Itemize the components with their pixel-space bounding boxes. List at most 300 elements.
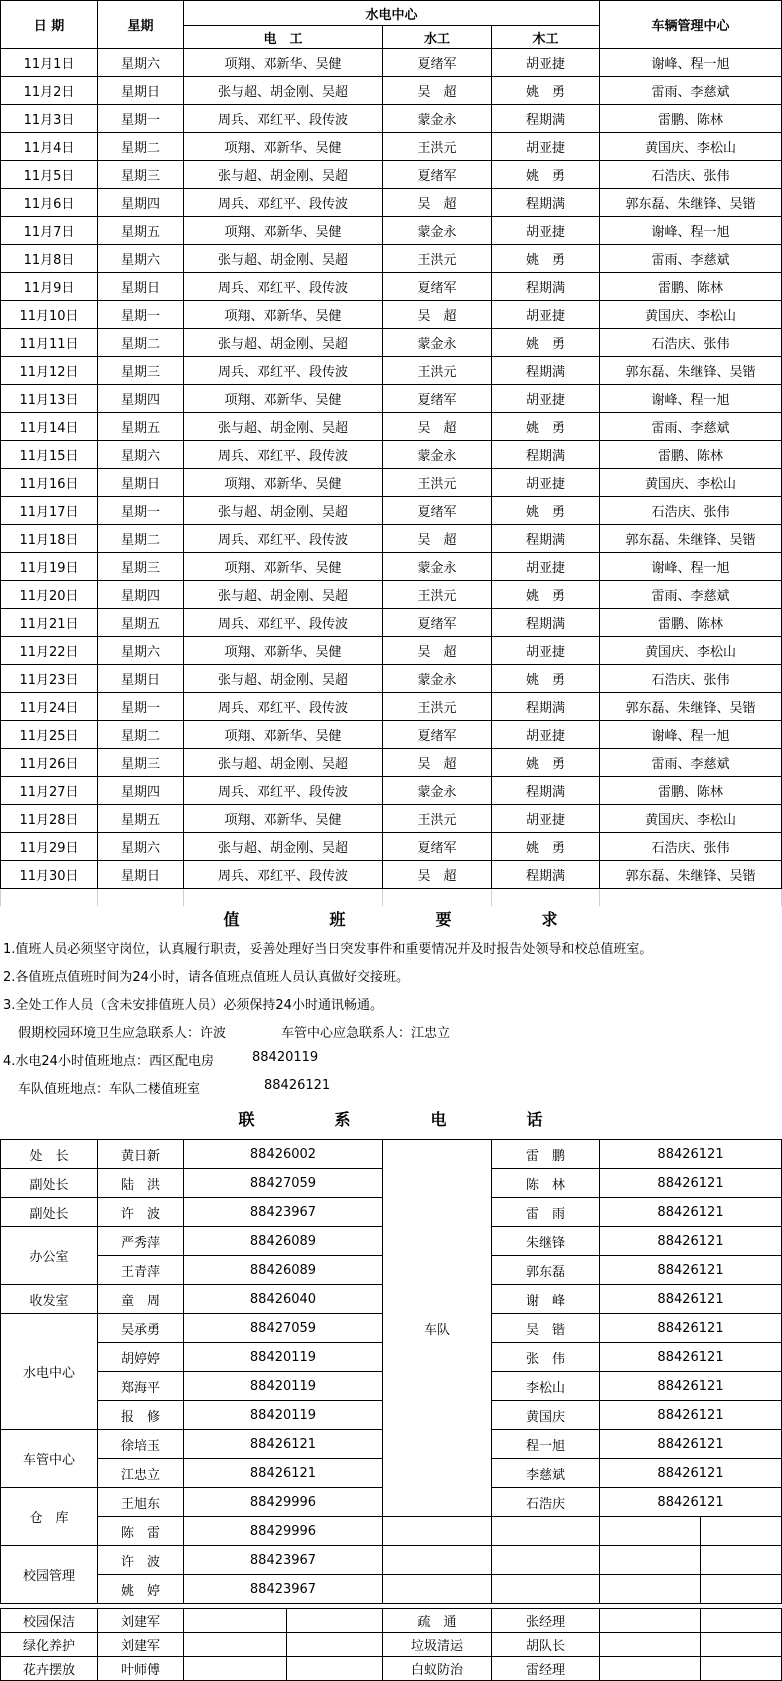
fleet-phone-cell: 88426121	[600, 1401, 782, 1430]
vehicle-staff-cell: 黄国庆、李松山	[600, 469, 782, 497]
vehicle-staff-cell: 雷雨、李慈斌	[600, 749, 782, 777]
empty-cell	[600, 1657, 701, 1681]
fleet-duty-phone: 88426121	[264, 1078, 331, 1093]
weekday-cell: 星期三	[98, 161, 184, 189]
contact-phone-cell: 88420119	[184, 1401, 383, 1430]
electrician-cell: 项翔、邓新华、吴健	[184, 469, 383, 497]
fleet-name-cell: 黄国庆	[492, 1401, 600, 1430]
plumber-cell: 吴 超	[383, 525, 492, 553]
blank-row	[1, 889, 782, 907]
plumber-cell: 夏绪军	[383, 49, 492, 77]
date-header: 日 期	[1, 1, 98, 49]
duty-row	[1, 413, 782, 441]
vehicle-staff-cell: 雷鹏、陈林	[600, 105, 782, 133]
empty-cell	[701, 1657, 782, 1681]
electrician-cell: 周兵、邓红平、段传波	[184, 861, 383, 889]
date-cell: 11月20日	[1, 581, 98, 609]
fleet-phone-cell: 88426121	[600, 1285, 782, 1314]
weekday-cell: 星期四	[98, 385, 184, 413]
weekday-cell: 星期五	[98, 217, 184, 245]
vehicle-staff-cell: 谢峰、程一旭	[600, 721, 782, 749]
electrician-cell: 张与超、胡金刚、吴超	[184, 413, 383, 441]
contact-phone-cell: 88426040	[184, 1285, 383, 1314]
vendor-contact-cell: 刘建军	[98, 1633, 184, 1657]
fleet-name-cell: 雷 鹏	[492, 1140, 600, 1169]
date-cell: 11月8日	[1, 245, 98, 273]
service-contact-cell: 雷经理	[492, 1657, 600, 1681]
date-cell: 11月21日	[1, 609, 98, 637]
contact-name-cell: 报 修	[98, 1401, 184, 1430]
weekday-cell: 星期二	[98, 329, 184, 357]
plumber-cell: 王洪元	[383, 357, 492, 385]
electrician-cell: 周兵、邓红平、段传波	[184, 609, 383, 637]
weekday-cell: 星期四	[98, 777, 184, 805]
vendor-scope-cell: 校园保洁	[1, 1609, 98, 1633]
electrician-cell: 张与超、胡金刚、吴超	[184, 749, 383, 777]
fleet-phone-cell: 88426121	[600, 1430, 782, 1459]
vendor-scope-cell: 花卉摆放	[1, 1657, 98, 1681]
date-cell: 11月16日	[1, 469, 98, 497]
plumber-cell: 王洪元	[383, 245, 492, 273]
contact-row	[1, 1546, 782, 1575]
vehicle-staff-cell: 雷鹏、陈林	[600, 273, 782, 301]
carpenter-cell: 姚 勇	[492, 413, 600, 441]
plumber-cell: 蒙金永	[383, 777, 492, 805]
vendor-rows	[1, 1609, 782, 1681]
electrician-cell: 张与超、胡金刚、吴超	[184, 245, 383, 273]
contact-name-cell: 陈 雷	[98, 1517, 184, 1546]
duty-row	[1, 525, 782, 553]
electrician-cell: 张与超、胡金刚、吴超	[184, 161, 383, 189]
electrician-cell: 张与超、胡金刚、吴超	[184, 833, 383, 861]
duty-row	[1, 497, 782, 525]
weekday-cell: 星期日	[98, 861, 184, 889]
duty-row	[1, 777, 782, 805]
empty-cell	[701, 1633, 782, 1657]
empty-cell	[600, 1633, 701, 1657]
fleet-phone-cell: 88426121	[600, 1459, 782, 1488]
duty-row	[1, 749, 782, 777]
duty-row	[1, 581, 782, 609]
plumber-cell: 夏绪军	[383, 609, 492, 637]
department-cell: 收发室	[1, 1285, 98, 1314]
date-cell: 11月24日	[1, 693, 98, 721]
contact-name-cell: 童 周	[98, 1285, 184, 1314]
empty-cell	[184, 1657, 287, 1681]
contact-row	[1, 1517, 782, 1546]
contact-row	[1, 1140, 782, 1169]
duty-row	[1, 77, 782, 105]
empty-cell	[701, 1546, 782, 1575]
contact-name-cell: 徐培玉	[98, 1430, 184, 1459]
electrician-cell: 周兵、邓红平、段传波	[184, 105, 383, 133]
fleet-name-cell: 张 伟	[492, 1343, 600, 1372]
vehicle-staff-cell: 郭东磊、朱继锋、吴锴	[600, 189, 782, 217]
plumber-cell: 吴 超	[383, 637, 492, 665]
electrician-cell: 项翔、邓新华、吴健	[184, 49, 383, 77]
plumber-cell: 夏绪军	[383, 161, 492, 189]
weekday-cell: 星期六	[98, 49, 184, 77]
department-cell: 水电中心	[1, 1314, 98, 1430]
contact-phone-cell: 88423967	[184, 1575, 383, 1604]
plumber-cell: 蒙金永	[383, 441, 492, 469]
contact-phone-cell: 88426121	[184, 1430, 383, 1459]
carpenter-cell: 程期满	[492, 693, 600, 721]
date-cell: 11月26日	[1, 749, 98, 777]
carpenter-cell: 程期满	[492, 441, 600, 469]
vehicle-staff-cell: 谢峰、程一旭	[600, 49, 782, 77]
plumber-cell: 夏绪军	[383, 833, 492, 861]
department-cell: 车管中心	[1, 1430, 98, 1488]
weekday-cell: 星期一	[98, 693, 184, 721]
utilities-duty-phone: 88420119	[252, 1050, 319, 1065]
date-cell: 11月25日	[1, 721, 98, 749]
duty-row	[1, 49, 782, 77]
empty-cell	[492, 1575, 600, 1604]
carpenter-cell: 姚 勇	[492, 245, 600, 273]
weekday-cell: 星期三	[98, 553, 184, 581]
duty-row	[1, 637, 782, 665]
vehicle-staff-cell: 石浩庆、张伟	[600, 665, 782, 693]
plumber-cell: 吴 超	[383, 77, 492, 105]
weekday-cell: 星期日	[98, 665, 184, 693]
carpenter-cell: 胡亚捷	[492, 805, 600, 833]
empty-cell	[492, 1546, 600, 1575]
plumber-cell: 吴 超	[383, 861, 492, 889]
carpenter-cell: 姚 勇	[492, 749, 600, 777]
fleet-name-cell: 吴 锴	[492, 1314, 600, 1343]
duty-row	[1, 273, 782, 301]
contact-name-cell: 胡婷婷	[98, 1343, 184, 1372]
carpenter-cell: 程期满	[492, 105, 600, 133]
carpenter-cell: 胡亚捷	[492, 637, 600, 665]
vehicle-staff-cell: 黄国庆、李松山	[600, 133, 782, 161]
weekday-cell: 星期五	[98, 413, 184, 441]
electrician-cell: 张与超、胡金刚、吴超	[184, 581, 383, 609]
fleet-duty-location: 车队值班地点：车队二楼值班室	[18, 1082, 201, 1097]
vendor-table	[0, 1608, 782, 1681]
contact-phone-cell: 88420119	[184, 1372, 383, 1401]
vehicle-staff-cell: 郭东磊、朱继锋、吴锴	[600, 525, 782, 553]
plumber-cell: 蒙金永	[383, 105, 492, 133]
empty-cell	[383, 1517, 492, 1546]
electrician-cell: 周兵、邓红平、段传波	[184, 441, 383, 469]
duty-row	[1, 245, 782, 273]
weekday-cell: 星期一	[98, 497, 184, 525]
fleet-name-cell: 郭东磊	[492, 1256, 600, 1285]
electrician-cell: 项翔、邓新华、吴健	[184, 133, 383, 161]
weekday-cell: 星期五	[98, 805, 184, 833]
empty-cell	[492, 1517, 600, 1546]
date-cell: 11月4日	[1, 133, 98, 161]
plumber-cell: 吴 超	[383, 749, 492, 777]
vehicle-staff-cell: 谢峰、程一旭	[600, 553, 782, 581]
electrician-cell: 周兵、邓红平、段传波	[184, 357, 383, 385]
contact-phone-cell: 88429996	[184, 1517, 383, 1546]
electrician-cell: 周兵、邓红平、段传波	[184, 693, 383, 721]
duty-row	[1, 665, 782, 693]
plumber-cell: 吴 超	[383, 301, 492, 329]
fleet-name-cell: 程一旭	[492, 1430, 600, 1459]
electrician-cell: 周兵、邓红平、段传波	[184, 189, 383, 217]
contact-name-cell: 陆 洪	[98, 1169, 184, 1198]
carpenter-cell: 程期满	[492, 777, 600, 805]
department-cell: 处 长	[1, 1140, 98, 1169]
vendor-scope-cell: 绿化养护	[1, 1633, 98, 1657]
vehicle-staff-cell: 石浩庆、张伟	[600, 329, 782, 357]
weekday-cell: 星期三	[98, 749, 184, 777]
weekday-cell: 星期日	[98, 469, 184, 497]
contact-phone-cell: 88427059	[184, 1169, 383, 1198]
electrician-cell: 项翔、邓新华、吴健	[184, 553, 383, 581]
vendor-row	[1, 1609, 782, 1633]
carpenter-cell: 程期满	[492, 273, 600, 301]
duty-row	[1, 553, 782, 581]
vehicle-staff-cell: 雷雨、李慈斌	[600, 413, 782, 441]
vehicle-staff-cell: 黄国庆、李松山	[600, 637, 782, 665]
requirement-item-2: 2.各值班点值班时间为24小时，请各值班点值班人员认真做好交接班。	[3, 970, 409, 985]
department-cell: 副处长	[1, 1169, 98, 1198]
fleet-label-cell: 车队	[383, 1140, 492, 1517]
contact-phone-cell: 88420119	[184, 1343, 383, 1372]
plumber-cell: 王洪元	[383, 805, 492, 833]
carpenter-cell: 姚 勇	[492, 581, 600, 609]
carpenter-cell: 姚 勇	[492, 665, 600, 693]
carpenter-cell: 程期满	[492, 525, 600, 553]
fleet-phone-cell: 88426121	[600, 1372, 782, 1401]
duty-header-row-1	[1, 1, 782, 26]
weekday-cell: 星期六	[98, 833, 184, 861]
fleet-name-cell: 李松山	[492, 1372, 600, 1401]
empty-cell	[184, 1609, 287, 1633]
vehicle-staff-cell: 黄国庆、李松山	[600, 805, 782, 833]
plumber-cell: 王洪元	[383, 133, 492, 161]
contacts-title: 联 系 电 话	[238, 1110, 543, 1129]
contacts-table	[0, 1139, 782, 1604]
empty-cell	[701, 1517, 782, 1546]
vehicle-staff-cell: 雷鹏、陈林	[600, 609, 782, 637]
carpenter-cell: 胡亚捷	[492, 217, 600, 245]
weekday-cell: 星期二	[98, 721, 184, 749]
department-cell: 仓 库	[1, 1488, 98, 1546]
contact-name-cell: 黄日新	[98, 1140, 184, 1169]
duty-row	[1, 833, 782, 861]
electrician-cell: 项翔、邓新华、吴健	[184, 637, 383, 665]
duty-row	[1, 469, 782, 497]
electrician-cell: 张与超、胡金刚、吴超	[184, 77, 383, 105]
carpenter-cell: 胡亚捷	[492, 385, 600, 413]
plumber-cell: 蒙金永	[383, 553, 492, 581]
date-cell: 11月18日	[1, 525, 98, 553]
vendor-row	[1, 1657, 782, 1681]
service-contact-cell: 胡队长	[492, 1633, 600, 1657]
fleet-name-cell: 雷 雨	[492, 1198, 600, 1227]
vehicle-staff-cell: 郭东磊、朱继锋、吴锴	[600, 357, 782, 385]
carpenter-cell: 胡亚捷	[492, 469, 600, 497]
date-cell: 11月5日	[1, 161, 98, 189]
plumber-cell: 夏绪军	[383, 273, 492, 301]
weekday-cell: 星期二	[98, 525, 184, 553]
plumber-cell: 吴 超	[383, 189, 492, 217]
duty-row	[1, 385, 782, 413]
electrician-cell: 周兵、邓红平、段传波	[184, 525, 383, 553]
date-cell: 11月3日	[1, 105, 98, 133]
weekday-cell: 星期一	[98, 301, 184, 329]
date-cell: 11月2日	[1, 77, 98, 105]
empty-cell	[701, 1575, 782, 1604]
electrician-cell: 项翔、邓新华、吴健	[184, 385, 383, 413]
date-cell: 11月10日	[1, 301, 98, 329]
fleet-name-cell: 石浩庆	[492, 1488, 600, 1517]
vehicle-staff-cell: 石浩庆、张伟	[600, 833, 782, 861]
duty-row	[1, 693, 782, 721]
vehicle-staff-cell: 石浩庆、张伟	[600, 161, 782, 189]
requirements-title: 值 班 要 求	[223, 910, 558, 929]
empty-cell	[184, 1633, 287, 1657]
contact-rows	[1, 1140, 782, 1604]
fleet-phone-cell: 88426121	[600, 1169, 782, 1198]
contact-name-cell: 许 波	[98, 1198, 184, 1227]
fleet-phone-cell: 88426121	[600, 1140, 782, 1169]
date-cell: 11月6日	[1, 189, 98, 217]
duty-row	[1, 105, 782, 133]
duty-row	[1, 189, 782, 217]
weekday-cell: 星期四	[98, 581, 184, 609]
contact-name-cell: 江忠立	[98, 1459, 184, 1488]
contact-name-cell: 王旭东	[98, 1488, 184, 1517]
date-cell: 11月14日	[1, 413, 98, 441]
plumber-cell: 王洪元	[383, 581, 492, 609]
fleet-name-cell: 李慈斌	[492, 1459, 600, 1488]
date-cell: 11月19日	[1, 553, 98, 581]
fleet-name-cell: 陈 林	[492, 1169, 600, 1198]
weekday-cell: 星期六	[98, 637, 184, 665]
plumber-cell: 蒙金永	[383, 329, 492, 357]
contact-phone-cell: 88423967	[184, 1546, 383, 1575]
contact-phone-cell: 88429996	[184, 1488, 383, 1517]
carpenter-cell: 姚 勇	[492, 497, 600, 525]
contact-name-cell: 姚 婷	[98, 1575, 184, 1604]
weekday-cell: 星期二	[98, 133, 184, 161]
empty-cell	[600, 1517, 701, 1546]
empty-cell	[600, 1609, 701, 1633]
date-cell: 11月1日	[1, 49, 98, 77]
electrician-cell: 张与超、胡金刚、吴超	[184, 665, 383, 693]
carpenter-cell: 胡亚捷	[492, 133, 600, 161]
contact-phone-cell: 88427059	[184, 1314, 383, 1343]
contact-phone-cell: 88426089	[184, 1256, 383, 1285]
empty-cell	[287, 1609, 383, 1633]
vehicle-staff-cell: 雷雨、李慈斌	[600, 245, 782, 273]
weekday-cell: 星期四	[98, 189, 184, 217]
duty-row	[1, 609, 782, 637]
date-cell: 11月30日	[1, 861, 98, 889]
vehicle-staff-cell: 黄国庆、李松山	[600, 301, 782, 329]
service-contact-cell: 张经理	[492, 1609, 600, 1633]
utilities-center-header: 水电中心	[184, 1, 600, 26]
plumber-cell: 夏绪军	[383, 385, 492, 413]
department-cell: 校园管理	[1, 1546, 98, 1604]
empty-cell	[600, 1546, 701, 1575]
plumber-cell: 吴 超	[383, 413, 492, 441]
carpenter-cell: 程期满	[492, 189, 600, 217]
empty-cell	[287, 1657, 383, 1681]
empty-cell	[383, 1575, 492, 1604]
plumber-cell: 王洪元	[383, 693, 492, 721]
vendor-contact-cell: 叶师傅	[98, 1657, 184, 1681]
department-cell: 副处长	[1, 1198, 98, 1227]
carpenter-cell: 程期满	[492, 357, 600, 385]
contact-name-cell: 许 波	[98, 1546, 184, 1575]
carpenter-cell: 姚 勇	[492, 161, 600, 189]
carpenter-cell: 胡亚捷	[492, 301, 600, 329]
carpenter-cell: 姚 勇	[492, 329, 600, 357]
date-cell: 11月11日	[1, 329, 98, 357]
date-cell: 11月9日	[1, 273, 98, 301]
vendor-row	[1, 1633, 782, 1657]
plumber-cell: 王洪元	[383, 469, 492, 497]
vehicle-staff-cell: 郭东磊、朱继锋、吴锴	[600, 693, 782, 721]
date-cell: 11月28日	[1, 805, 98, 833]
date-cell: 11月13日	[1, 385, 98, 413]
date-cell: 11月27日	[1, 777, 98, 805]
plumber-cell: 夏绪军	[383, 721, 492, 749]
contact-phone-cell: 88426121	[184, 1459, 383, 1488]
vehicle-staff-cell: 石浩庆、张伟	[600, 497, 782, 525]
electrician-cell: 张与超、胡金刚、吴超	[184, 497, 383, 525]
date-cell: 11月17日	[1, 497, 98, 525]
carpenter-cell: 程期满	[492, 609, 600, 637]
vehicle-staff-cell: 雷雨、李慈斌	[600, 581, 782, 609]
fleet-phone-cell: 88426121	[600, 1256, 782, 1285]
service-type-cell: 垃圾清运	[383, 1633, 492, 1657]
duty-rows	[1, 49, 782, 889]
contact-row	[1, 1575, 782, 1604]
duty-row	[1, 161, 782, 189]
date-cell: 11月12日	[1, 357, 98, 385]
fleet-name-cell: 谢 峰	[492, 1285, 600, 1314]
vehicle-staff-cell: 雷鹏、陈林	[600, 441, 782, 469]
fleet-name-cell: 朱继锋	[492, 1227, 600, 1256]
date-cell: 11月29日	[1, 833, 98, 861]
fleet-phone-cell: 88426121	[600, 1227, 782, 1256]
empty-cell	[701, 1609, 782, 1633]
electrician-cell: 周兵、邓红平、段传波	[184, 777, 383, 805]
weekday-cell: 星期六	[98, 441, 184, 469]
duty-row	[1, 329, 782, 357]
plumber-cell: 夏绪军	[383, 497, 492, 525]
fleet-phone-cell: 88426121	[600, 1488, 782, 1517]
vehicle-center-header: 车辆管理中心	[600, 1, 782, 49]
carpenter-cell: 胡亚捷	[492, 49, 600, 77]
electrician-cell: 项翔、邓新华、吴健	[184, 721, 383, 749]
requirement-item-1: 1.值班人员必须坚守岗位，认真履行职责，妥善处理好当日突发事件和重要情况并及时报告处领导和校总值班室。	[3, 942, 653, 957]
vehicle-staff-cell: 谢峰、程一旭	[600, 217, 782, 245]
date-cell: 11月7日	[1, 217, 98, 245]
contact-name-cell: 王青萍	[98, 1256, 184, 1285]
emergency-vehicle-contact: 车管中心应急联系人：江忠立	[281, 1026, 451, 1041]
weekday-cell: 星期日	[98, 273, 184, 301]
duty-row	[1, 301, 782, 329]
weekday-cell: 星期三	[98, 357, 184, 385]
weekday-cell: 星期六	[98, 245, 184, 273]
electrician-cell: 项翔、邓新华、吴健	[184, 805, 383, 833]
utilities-duty-location: 4.水电24小时值班地点：西区配电房	[3, 1054, 214, 1069]
contact-name-cell: 吴承勇	[98, 1314, 184, 1343]
electrician-cell: 项翔、邓新华、吴健	[184, 301, 383, 329]
duty-row	[1, 805, 782, 833]
emergency-env-contact: 假期校园环境卫生应急联系人：许波	[18, 1026, 227, 1041]
